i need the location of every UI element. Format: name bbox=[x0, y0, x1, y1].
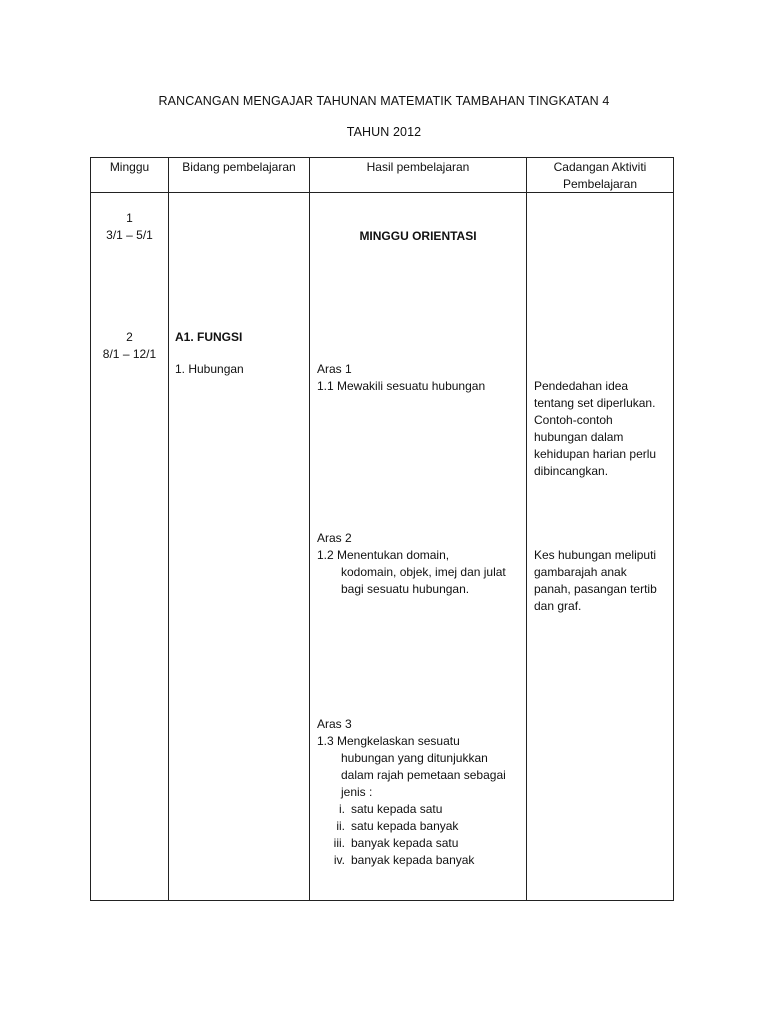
week1-number: 1 bbox=[126, 211, 133, 225]
activity-line: tentang set diperlukan. bbox=[534, 396, 656, 410]
roman-numeral: i. bbox=[339, 802, 345, 816]
column-divider bbox=[526, 158, 527, 900]
relation-type-text: banyak kepada satu bbox=[351, 836, 459, 850]
header-bidang: Bidang pembelajaran bbox=[182, 160, 296, 174]
activity-line: hubungan dalam bbox=[534, 430, 624, 444]
activity-line: gambarajah anak bbox=[534, 565, 627, 579]
header-cadangan-line2: Pembelajaran bbox=[562, 177, 638, 191]
document-year: TAHUN 2012 bbox=[346, 125, 422, 139]
lesson-plan-table bbox=[90, 157, 674, 901]
roman-numeral: ii. bbox=[336, 819, 345, 833]
aras1-activity bbox=[534, 378, 656, 480]
aras3-item bbox=[317, 733, 506, 869]
subtopic-heading: 1. Hubungan bbox=[175, 362, 244, 376]
item-line: 1.2 Menentukan domain, bbox=[317, 548, 450, 562]
relation-type-item bbox=[317, 835, 506, 852]
week2-dates: 8/1 – 12/1 bbox=[102, 347, 157, 361]
relation-type-item bbox=[317, 801, 506, 818]
aras2-item bbox=[317, 547, 506, 598]
activity-line: Kes hubungan meliputi bbox=[534, 548, 657, 562]
aras1-item: 1.1 Mewakili sesuatu hubungan bbox=[317, 379, 486, 393]
item-line: kodomain, objek, imej dan julat bbox=[341, 565, 506, 579]
week1-orientation: MINGGU ORIENTASI bbox=[359, 229, 477, 243]
activity-line: Contoh-contoh bbox=[534, 413, 613, 427]
activity-line: panah, pasangan tertib bbox=[534, 582, 657, 596]
activity-line: dibincangkan. bbox=[534, 464, 609, 478]
item-line: jenis : bbox=[341, 785, 373, 799]
relation-type-text: satu kepada banyak bbox=[351, 819, 459, 833]
column-divider bbox=[309, 158, 310, 900]
aras1-label: Aras 1 bbox=[317, 362, 352, 376]
item-line: bagi sesuatu hubungan. bbox=[341, 582, 470, 596]
relation-type-item bbox=[317, 852, 506, 869]
header-hasil: Hasil pembelajaran bbox=[366, 160, 470, 174]
column-divider bbox=[168, 158, 169, 900]
topic-heading: A1. FUNGSI bbox=[175, 330, 243, 344]
item-line: dalam rajah pemetaan sebagai bbox=[341, 768, 506, 782]
document-title: RANCANGAN MENGAJAR TAHUNAN MATEMATIK TAMBAHAN TINGKATAN 4 bbox=[158, 94, 610, 108]
aras2-activity bbox=[534, 547, 657, 615]
item-line: 1.3 Mengkelaskan sesuatu bbox=[317, 734, 460, 748]
item-line: hubungan yang ditunjukkan bbox=[341, 751, 488, 765]
header-minggu: Minggu bbox=[109, 160, 150, 174]
week2-number: 2 bbox=[126, 330, 133, 344]
header-cadangan-line1: Cadangan Aktiviti bbox=[553, 160, 647, 174]
header-cadangan bbox=[527, 159, 673, 193]
relation-type-text: banyak kepada banyak bbox=[351, 853, 475, 867]
relation-type-item bbox=[317, 818, 506, 835]
week1-dates: 3/1 – 5/1 bbox=[106, 228, 153, 242]
activity-line: dan graf. bbox=[534, 599, 582, 613]
aras2-label: Aras 2 bbox=[317, 531, 352, 545]
activity-line: Pendedahan idea bbox=[534, 379, 629, 393]
roman-numeral: iv. bbox=[333, 853, 345, 867]
relation-type-text: satu kepada satu bbox=[351, 802, 443, 816]
activity-line: kehidupan harian perlu bbox=[534, 447, 657, 461]
roman-numeral: iii. bbox=[333, 836, 345, 850]
aras3-label: Aras 3 bbox=[317, 717, 352, 731]
